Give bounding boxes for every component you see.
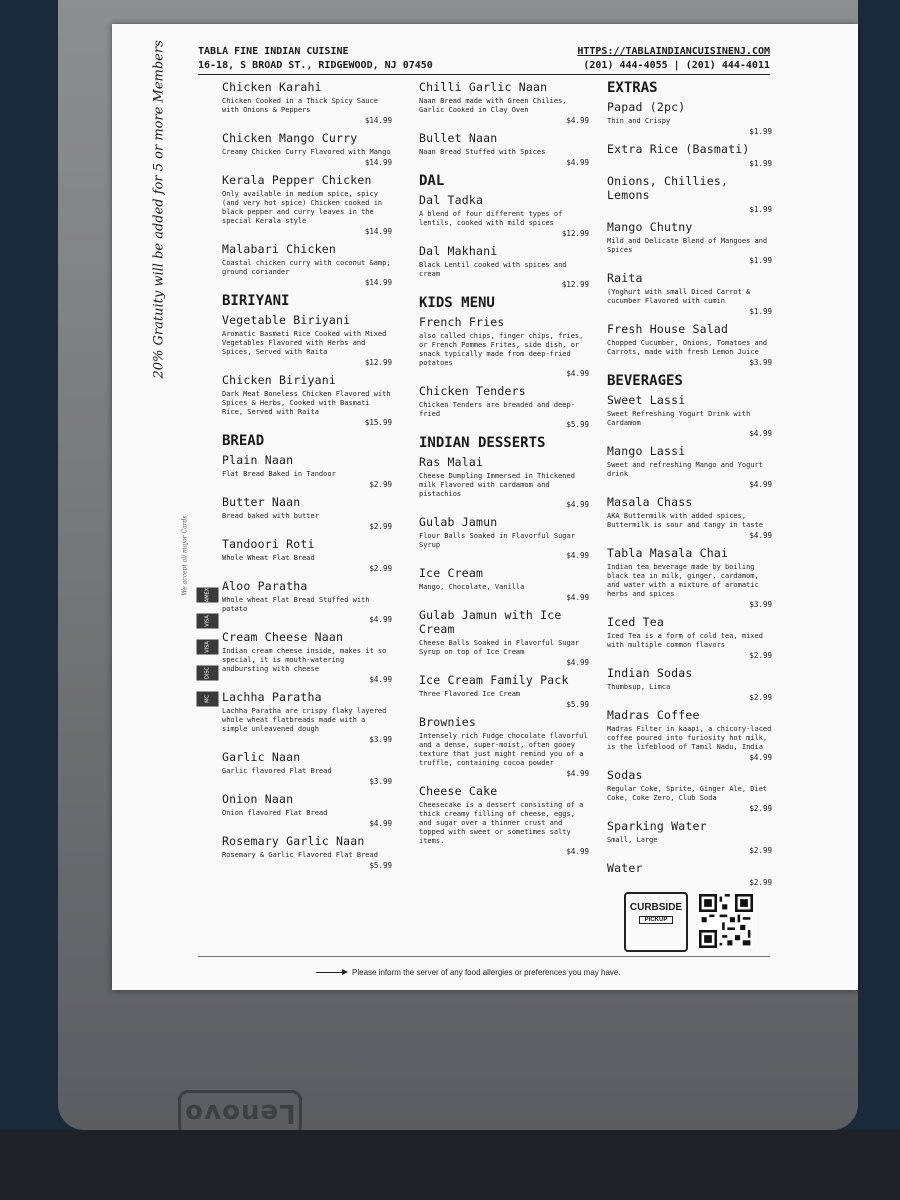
item-name: Kerala Pepper Chicken (222, 173, 372, 187)
item-price: $4.99 (749, 753, 772, 762)
item-name: Chicken Karahi (222, 80, 322, 94)
item-name: Tandoori Roti (222, 537, 315, 551)
item-description: Dark Meat Boneless Chicken Flavored with Spices & Herbs, Cooked with Basmati Rice, Served with Raita (222, 390, 391, 416)
menu-item (607, 768, 772, 813)
menu-item (419, 244, 589, 289)
item-price: $4.99 (369, 615, 392, 624)
section-heading: BREAD (222, 433, 265, 449)
card-icon: VISA (197, 640, 219, 655)
item-name: Fresh House Salad (607, 322, 729, 336)
item-price: $4.99 (566, 551, 589, 560)
section-heading: BIRIYANI (222, 293, 290, 309)
menu-item (419, 673, 589, 709)
item-price: $5.99 (566, 700, 589, 709)
menu-item (222, 537, 392, 573)
menu-item (607, 174, 772, 214)
item-description: Lachha Paratha are crispy flaky layered whole wheat flatbreads made with a simple unleavened dough (222, 707, 387, 733)
menu-item (222, 690, 392, 744)
menu-column-2 (419, 80, 589, 862)
menu-item (222, 453, 392, 489)
item-name: Ice Cream (419, 566, 484, 580)
item-price: $4.99 (369, 819, 392, 828)
item-name: Rosemary Garlic Naan (222, 834, 365, 848)
item-name: Gulab Jamun (419, 515, 498, 529)
item-name: Gulab Jamun with Ice Cream (419, 608, 562, 636)
cards-note: We accept all major Cards (181, 515, 189, 596)
menu-item (607, 142, 772, 168)
menu-item (419, 315, 589, 378)
item-name: Iced Tea (607, 615, 664, 629)
item-description: Indian cream cheese inside, makes it so special, it is mouth-watering andbursting with cheese (222, 647, 387, 673)
menu-item (419, 784, 589, 856)
item-description: Chopped Cucumber, Onions, Tomatoes and Carrots, made with fresh Lemon Juice (607, 339, 768, 356)
menu-item (222, 373, 392, 427)
item-description: Madras Filter in kaapi, a chicory-laced coffee poured into furiosity hot milk, is the lifeblood of Tamil Nadu, India (607, 725, 772, 751)
menu-item (607, 819, 772, 855)
item-price: $4.99 (749, 429, 772, 438)
section-heading: BEVERAGES (607, 373, 683, 389)
item-description: Iced Tea is a form of cold tea, mixed with multiple common flavors (607, 632, 763, 649)
item-price: $1.99 (749, 307, 772, 316)
item-name: Plain Naan (222, 453, 294, 467)
item-description: Rosemary & Garlic Flavored Flat Bread (222, 851, 378, 859)
arrow-right-icon (316, 972, 346, 973)
item-description: Flour Balls Soaked in Flavorful Sugar Syrup (419, 532, 575, 549)
card-icon: MC (197, 692, 219, 707)
badge-line-2: PICKUP (639, 916, 673, 924)
item-name: Madras Coffee (607, 708, 700, 722)
item-price: $15.99 (364, 418, 392, 427)
menu-item (222, 630, 392, 684)
footer-divider (198, 956, 770, 957)
item-price: $3.99 (369, 735, 392, 744)
section-heading: KIDS MENU (419, 295, 495, 311)
card-icon: VISA (197, 614, 219, 629)
item-name: Tabla Masala Chai (607, 546, 729, 560)
item-name: Sweet Lassi (607, 393, 686, 407)
item-price: $2.99 (369, 480, 392, 489)
item-description: Mild and Delicate Blend of Mangoes and Spices (607, 237, 768, 254)
item-price: $4.99 (566, 158, 589, 167)
menu-item (607, 444, 772, 489)
item-price: $4.99 (566, 593, 589, 602)
menu-item (607, 615, 772, 660)
item-description: Thumbsup, Limca (607, 683, 671, 691)
item-price: $5.99 (566, 420, 589, 429)
item-name: Brownies (419, 715, 476, 729)
item-description: Whole Wheat Flat Bread (222, 554, 315, 562)
menu-item (222, 80, 392, 125)
menu-item (222, 579, 392, 624)
curbside-pickup-badge (624, 892, 688, 952)
menu-item (419, 80, 589, 125)
item-name: Sparking Water (607, 819, 707, 833)
item-price: $4.99 (566, 500, 589, 509)
menu-item (222, 131, 392, 167)
item-description: Creamy Chicken Curry Flavored with Mango (222, 148, 391, 156)
item-name: Sodas (607, 768, 643, 782)
menu-column-3 (607, 80, 772, 893)
item-name: Cheese Cake (419, 784, 498, 798)
website-link[interactable]: HTTPS://TABLAINDIANCUISINENJ.COM (577, 46, 770, 57)
menu-item (607, 708, 772, 762)
item-description: Chicken Cooked in a Thick Spicy Sauce with Onions & Peppers (222, 97, 378, 114)
item-price: $1.99 (749, 205, 772, 214)
menu-item (419, 515, 589, 560)
item-price: $5.99 (369, 861, 392, 870)
menu-item (607, 220, 772, 265)
item-description: Thin and Crispy (607, 117, 671, 125)
item-price: $3.99 (369, 777, 392, 786)
item-name: Water (607, 861, 643, 875)
item-description: Three Flavored Ice Cream (419, 690, 521, 698)
item-description: Naan Bread made with Green Chilies, Garlic Cooked in Clay Oven (419, 97, 567, 114)
item-name: Malabari Chicken (222, 242, 336, 256)
item-description: Mango, Chocolate, Vanilla (419, 583, 525, 591)
menu-item (419, 384, 589, 429)
item-description: Naan Bread Stuffed with Spices (419, 148, 546, 156)
item-price: $4.99 (566, 769, 589, 778)
section-heading: INDIAN DESSERTS (419, 435, 546, 451)
item-description: (Yoghurt with small Diced Carrot & cucumber Flavored with cumin (607, 288, 751, 305)
item-price: $4.99 (749, 480, 772, 489)
card-icon: AMEX (197, 588, 219, 603)
laptop-base (0, 1130, 900, 1200)
item-description: Black Lentil cooked with spices and cream (419, 261, 567, 278)
item-description: Coastal chicken curry with coconut &amp; ground coriander (222, 259, 391, 276)
item-price: $3.99 (749, 600, 772, 609)
menu-item (607, 100, 772, 136)
item-description: Chicken Tenders are breaded and deep-fried (419, 401, 575, 418)
header-divider (198, 74, 770, 75)
item-description: Sweet and refreshing Mango and Yogurt drink (607, 461, 763, 478)
item-price: $2.99 (749, 804, 772, 813)
menu-item (222, 313, 392, 367)
item-description: Intensely rich Fudge chocolate flavorful and a dense, super-moist, often gooey texture that just might remind you of a truffle, containing cocoa powder (419, 732, 588, 767)
item-name: Chicken Mango Curry (222, 131, 358, 145)
menu-item (607, 861, 772, 887)
menu-item (419, 715, 589, 778)
item-name: Garlic Naan (222, 750, 301, 764)
item-name: Dal Makhani (419, 244, 498, 258)
item-price: $1.99 (749, 256, 772, 265)
restaurant-address: 16-18, S BROAD ST., RIDGEWOOD, NJ 07450 (198, 60, 433, 71)
item-price: $14.99 (364, 278, 392, 287)
item-name: Indian Sodas (607, 666, 693, 680)
menu-item (222, 792, 392, 828)
item-name: Dal Tadka (419, 193, 484, 207)
item-name: Mango Lassi (607, 444, 686, 458)
item-description: Cheese Balls Soaked in Flavorful Sugar Syrup on top of Ice Cream (419, 639, 580, 656)
lenovo-logo: Lenovo (178, 1090, 302, 1136)
item-name: Chicken Biriyani (222, 373, 336, 387)
menu-item (222, 173, 392, 236)
item-description: Cheese Dumpling Immersed in Thickened milk Flavored with cardamom and pistachios (419, 472, 575, 498)
item-description: AKA Buttermilk with added spices, Buttermilk is sour and tangy in taste (607, 512, 763, 529)
menu-item (607, 666, 772, 702)
item-name: Lachha Paratha (222, 690, 322, 704)
item-name: French Fries (419, 315, 505, 329)
item-price: $2.99 (369, 522, 392, 531)
gratuity-note: 20% Gratuity will be added for 5 or more Members (151, 40, 167, 379)
item-name: Mango Chutny (607, 220, 693, 234)
section-heading: DAL (419, 173, 445, 189)
item-description: Indian tea beverage made by boiling black tea in milk, ginger, cardamom, and water with a mixture of aromatic herbs and spices (607, 563, 759, 598)
item-name: Onions, Chillies, Lemons (607, 174, 729, 202)
menu-item (222, 495, 392, 531)
menu-item (419, 455, 589, 509)
item-description: Flat Bread Baked in Tandoor (222, 470, 336, 478)
menu-item (419, 193, 589, 238)
item-price: $4.99 (566, 369, 589, 378)
menu-item (222, 750, 392, 786)
badge-line-1: CURBSIDE (629, 902, 683, 913)
item-price: $12.99 (561, 229, 589, 238)
item-description: Bread baked with butter (222, 512, 319, 520)
item-name: Papad (2pc) (607, 100, 686, 114)
menu-item (607, 546, 772, 609)
item-name: Bullet Naan (419, 131, 498, 145)
item-name: Raita (607, 271, 643, 285)
item-name: Aloo Paratha (222, 579, 308, 593)
item-description: Garlic flavored Flat Bread (222, 767, 332, 775)
menu-item (607, 271, 772, 316)
item-description: A blend of four different types of lentils, cooked with mild spices (419, 210, 563, 227)
item-name: Chilli Garlic Naan (419, 80, 548, 94)
menu-item (222, 834, 392, 870)
item-price: $14.99 (364, 158, 392, 167)
item-price: $2.99 (749, 693, 772, 702)
item-price: $2.99 (749, 878, 772, 887)
item-description: Small, Large (607, 836, 658, 844)
allergy-note: Please inform the server of any food allergies or preferences you may have. (352, 968, 621, 977)
menu-sheet (112, 24, 858, 990)
item-price: $4.99 (566, 116, 589, 125)
item-name: Masala Chass (607, 495, 693, 509)
item-price: $4.99 (566, 658, 589, 667)
item-name: Butter Naan (222, 495, 301, 509)
item-description: Onion flavored Flat Bread (222, 809, 328, 817)
menu-item (222, 242, 392, 287)
item-price: $1.99 (749, 159, 772, 168)
item-name: Ice Cream Family Pack (419, 673, 569, 687)
item-price: $4.99 (369, 675, 392, 684)
menu-item (607, 495, 772, 540)
restaurant-name: TABLA FINE INDIAN CUISINE (198, 46, 349, 57)
item-name: Cream Cheese Naan (222, 630, 344, 644)
item-description: Cheesecake is a dessert consisting of a thick creamy filling of cheese, eggs, and sugar over a thinner crust and topped with sweet or sometimes salty items. (419, 801, 584, 845)
card-icon: DISC (197, 666, 219, 681)
item-price: $12.99 (364, 358, 392, 367)
section-heading: EXTRAS (607, 80, 658, 96)
item-description: Aromatic Basmati Rice Cooked with Mixed Vegetables Flavored with Herbs and Spices, Served with Raita (222, 330, 387, 356)
menu-item (419, 566, 589, 602)
item-price: $2.99 (749, 846, 772, 855)
menu-item (419, 608, 589, 667)
item-name: Onion Naan (222, 792, 294, 806)
item-description: Regular Coke, Sprite, Ginger Ale, Diet Coke, Coke Zero, Club Soda (607, 785, 768, 802)
item-name: Ras Malai (419, 455, 484, 469)
item-description: Whole wheat Flat Bread Stuffed with potato (222, 596, 370, 613)
qr-code[interactable] (699, 894, 753, 948)
menu-item (607, 322, 772, 367)
item-name: Vegetable Biriyani (222, 313, 351, 327)
item-description: also called chips, finger chips, fries, or French Pommes Frites, side dish, or snack typically made from deep-fried potatoes (419, 332, 584, 367)
item-price: $2.99 (369, 564, 392, 573)
item-price: $4.99 (749, 531, 772, 540)
menu-column-1 (222, 80, 392, 876)
item-price: $3.99 (749, 358, 772, 367)
menu-item (607, 393, 772, 438)
restaurant-info (198, 45, 433, 73)
item-name: Chicken Tenders (419, 384, 526, 398)
menu-item (419, 131, 589, 167)
phone-numbers: (201) 444-4055 | (201) 444-4011 (583, 60, 770, 71)
item-price: $1.99 (749, 127, 772, 136)
item-price: $2.99 (749, 651, 772, 660)
item-price: $14.99 (364, 227, 392, 236)
item-description: Only available in medium spice, spicy (and very hot spice) Chicken cooked in black pepper and curry leaves in the special Kerala style (222, 190, 383, 225)
item-price: $4.99 (566, 847, 589, 856)
item-description: Sweet Refreshing Yogurt Drink with Cardamom (607, 410, 751, 427)
contact-info (577, 45, 770, 73)
item-price: $12.99 (561, 280, 589, 289)
item-name: Extra Rice (Basmati) (607, 142, 750, 156)
item-price: $14.99 (364, 116, 392, 125)
